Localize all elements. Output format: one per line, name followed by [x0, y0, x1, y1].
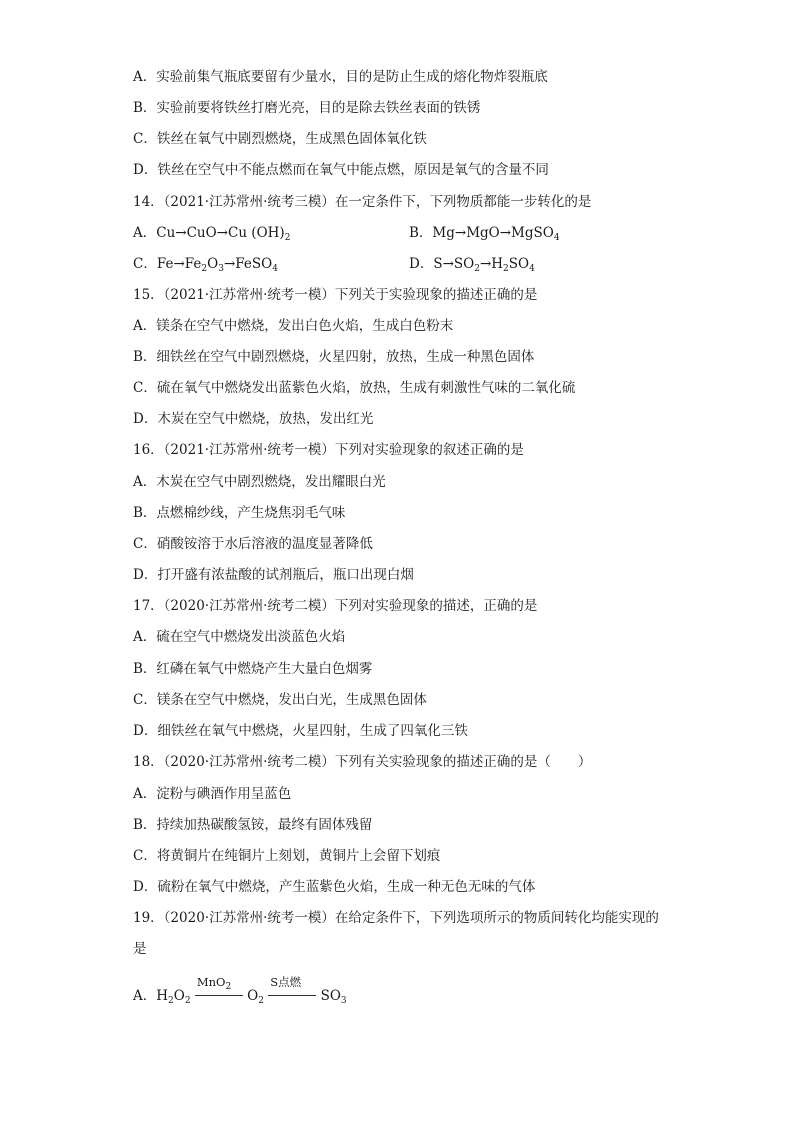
- q14-option-a: A．Cu→CuO→Cu $(OH)_2$: [133, 225, 291, 243]
- reaction-arrow-ignite: S点燃: [268, 990, 316, 1004]
- question-14-stem: 14．（2021·江苏常州·统考三模）在一定条件下，下列物质都能一步转化的是: [133, 194, 592, 210]
- q18-option-d: D．硫粉在氧气中燃烧，产生蓝紫色火焰，生成一种无色无味的气体: [133, 879, 536, 895]
- reaction-arrow-mno2: MnO$_2$: [195, 990, 243, 1004]
- option-d-text: D．铁丝在空气中不能点燃而在氧气中能点燃，原因是氧气的含量不同: [133, 162, 549, 178]
- q18-option-c: C．将黄铜片在纯铜片上刻划，黄铜片上会留下划痕: [133, 848, 441, 864]
- q17-option-c: C．镁条在空气中燃烧，发出白光，生成黑色固体: [133, 692, 427, 708]
- q18-option-a: A．淀粉与碘酒作用呈蓝色: [133, 786, 292, 802]
- q17-option-a: A．硫在空气中燃烧发出淡蓝色火焰: [133, 629, 346, 645]
- q14-option-c: C．$Fe\to Fe_2O_3\to FeSO_4$: [133, 256, 278, 274]
- q16-option-c: C．硝酸铵溶于水后溶液的温度显著降低: [133, 536, 373, 552]
- q16-option-a: A．木炭在空气中剧烈燃烧，发出耀眼白光: [133, 474, 386, 490]
- question-19-stem: 19．（2020·江苏常州·统考一模）在给定条件下，下列选项所示的物质间转化均能实现的: [133, 910, 659, 926]
- option-b-text: B．实验前要将铁丝打磨光亮，目的是除去铁丝表面的铁锈: [133, 100, 481, 116]
- q15-option-c: C．硫在氧气中燃烧发出蓝紫色火焰，放热，生成有刺激性气味的二氧化硫: [133, 380, 576, 396]
- q17-option-b: B．红磷在氧气中燃烧产生大量白色烟雾: [133, 661, 373, 677]
- q15-option-d: D．木炭在空气中燃烧，放热，发出红光: [133, 411, 374, 427]
- q16-option-b: B．点燃棉纱线，产生烧焦羽毛气味: [133, 505, 346, 521]
- q14-option-b: B．Mg→MgO→MgSO$_4$: [409, 225, 560, 243]
- q15-option-b: B．细铁丝在空气中剧烈燃烧，火星四射，放热，生成一种黑色固体: [133, 349, 535, 365]
- question-16-stem: 16．（2021·江苏常州·统考一模）下列对实验现象的叙述正确的是: [133, 442, 524, 458]
- question-15-stem: 15．（2021·江苏常州·统考一模）下列关于实验现象的描述正确的是: [133, 287, 538, 303]
- q17-option-d: D．细铁丝在氧气中燃烧，火星四射，生成了四氧化三铁: [133, 723, 468, 739]
- option-c-text: C．铁丝在氧气中剧烈燃烧，生成黑色固体氧化铁: [133, 131, 427, 147]
- q15-option-a: A．镁条在空气中燃烧，发出白色火焰，生成白色粉末: [133, 318, 454, 334]
- question-19-stem-continued: 是: [133, 941, 147, 957]
- q14-option-d: D．$S\to SO_2\to H_2SO_4$: [409, 256, 535, 274]
- question-17-stem: 17．（2020·江苏常州·统考二模）下列对实验现象的描述，正确的是: [133, 598, 538, 614]
- q18-option-b: B．持续加热碳酸氢铵，最终有固体残留: [133, 817, 373, 833]
- q19-option-a: A．$H_2O_2$ MnO$_2$ $O_2$ S点燃 $SO_3$: [133, 974, 347, 1006]
- option-a-text: A．实验前集气瓶底要留有少量水，目的是防止生成的熔化物炸裂瓶底: [133, 69, 548, 85]
- q16-option-d: D．打开盛有浓盐酸的试剂瓶后，瓶口出现白烟: [133, 567, 414, 583]
- question-18-stem: 18．（2020·江苏常州·统考二模）下列有关实验现象的描述正确的是（ ）: [133, 754, 592, 770]
